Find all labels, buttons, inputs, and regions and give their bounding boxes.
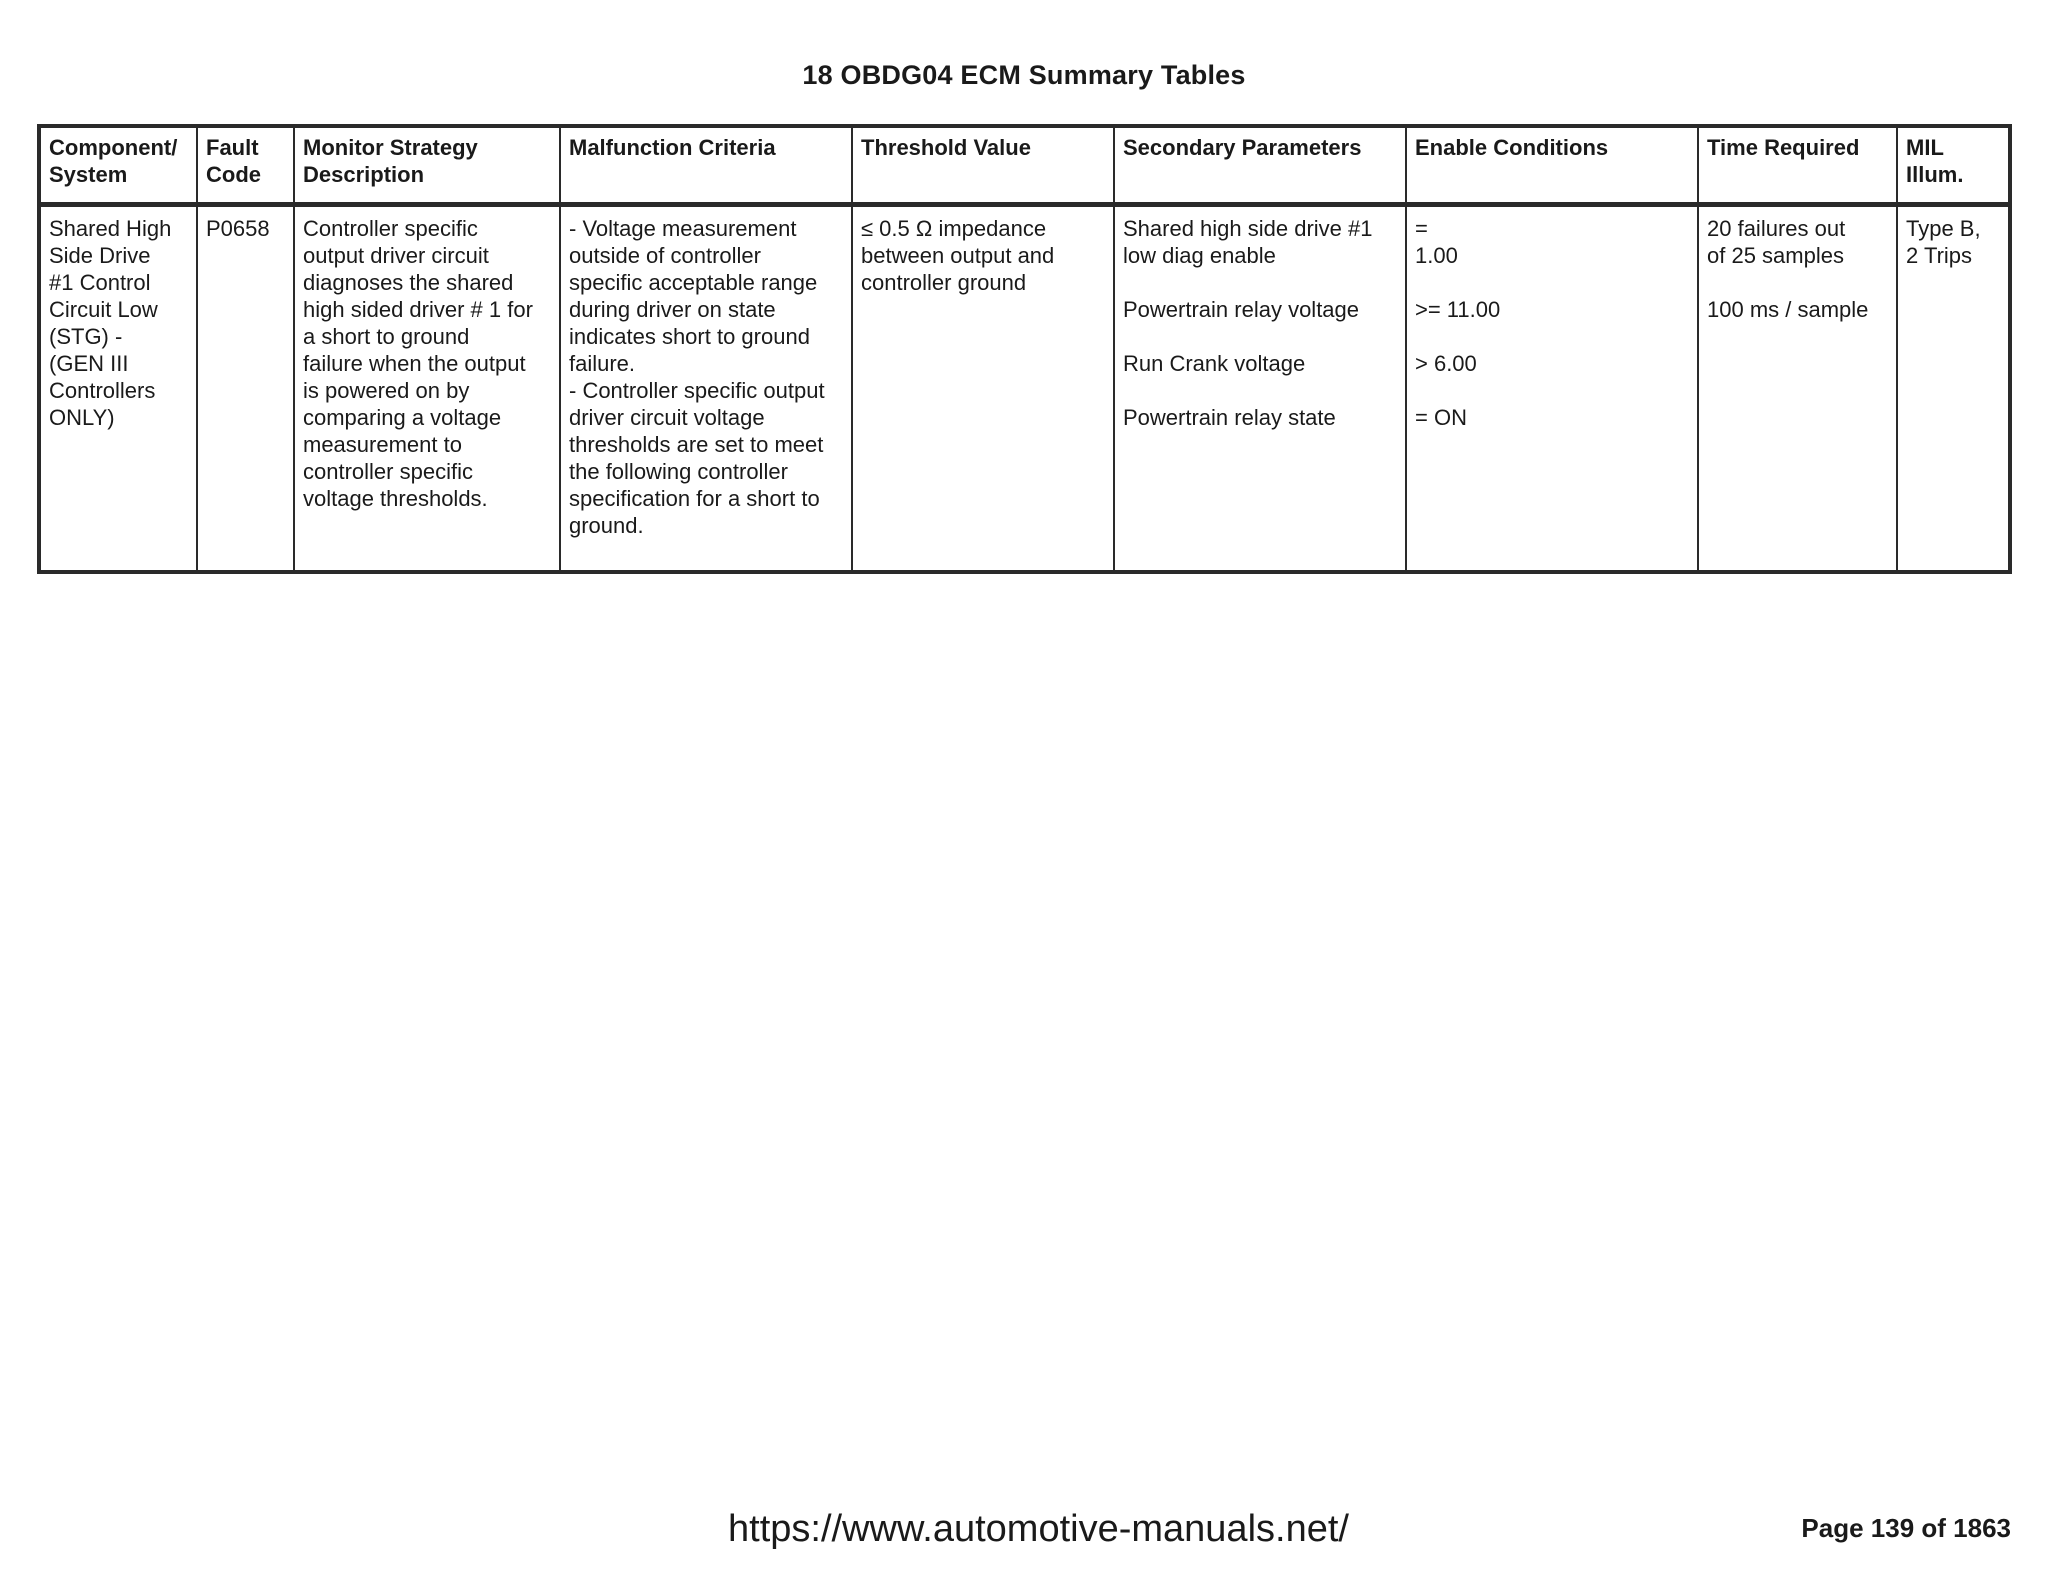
header-monitor-strategy: Monitor Strategy Description [294,126,560,205]
cell-mil-illum: Type B, 2 Trips [1897,205,2010,573]
header-secondary-parameters: Secondary Parameters [1114,126,1406,205]
summary-table [37,124,2012,574]
header-fault-code: Fault Code [197,126,294,205]
cell-time-required: 20 failures out of 25 samples 100 ms / sample [1698,205,1897,573]
footer-page-number: Page 139 of 1863 [1801,1513,2011,1543]
header-component-system: Component/ System [39,126,197,205]
header-time-required: Time Required [1698,126,1897,205]
footer-url-text: https://www.automotive-manuals.net/ [728,1508,1349,1550]
header-threshold-value: Threshold Value [852,126,1114,205]
table-row [39,205,2010,573]
cell-secondary-parameters: Shared high side drive #1 low diag enable Powertrain relay voltage Run Crank voltage Powertrain relay state [1114,205,1406,573]
header-mil-illum: MIL Illum. [1897,126,2010,205]
cell-enable-conditions: = 1.00 >= 11.00 > 6.00 = ON [1406,205,1698,573]
header-malfunction-criteria: Malfunction Criteria [560,126,852,205]
cell-threshold-value: ≤ 0.5 Ω impedance between output and controller ground [852,205,1114,573]
cell-component-system: Shared High Side Drive #1 Control Circuit Low (STG) - (GEN III Controllers ONLY) [39,205,197,573]
cell-malfunction-criteria: - Voltage measurement outside of controller specific acceptable range during driver on state indicates short to ground failure. - Controller specific output driver circuit voltage thresholds are set to meet the following controller specification for a short to ground. [560,205,852,573]
cell-fault-code: P0658 [197,205,294,573]
page-title: 18 OBDG04 ECM Summary Tables [802,60,1246,90]
cell-monitor-strategy: Controller specific output driver circuit diagnoses the shared high sided driver # 1 for a short to ground failure when the output is powered on by comparing a voltage measurement to controller specific voltage thresholds. [294,205,560,573]
header-enable-conditions: Enable Conditions [1406,126,1698,205]
table-header-row [39,126,2010,205]
